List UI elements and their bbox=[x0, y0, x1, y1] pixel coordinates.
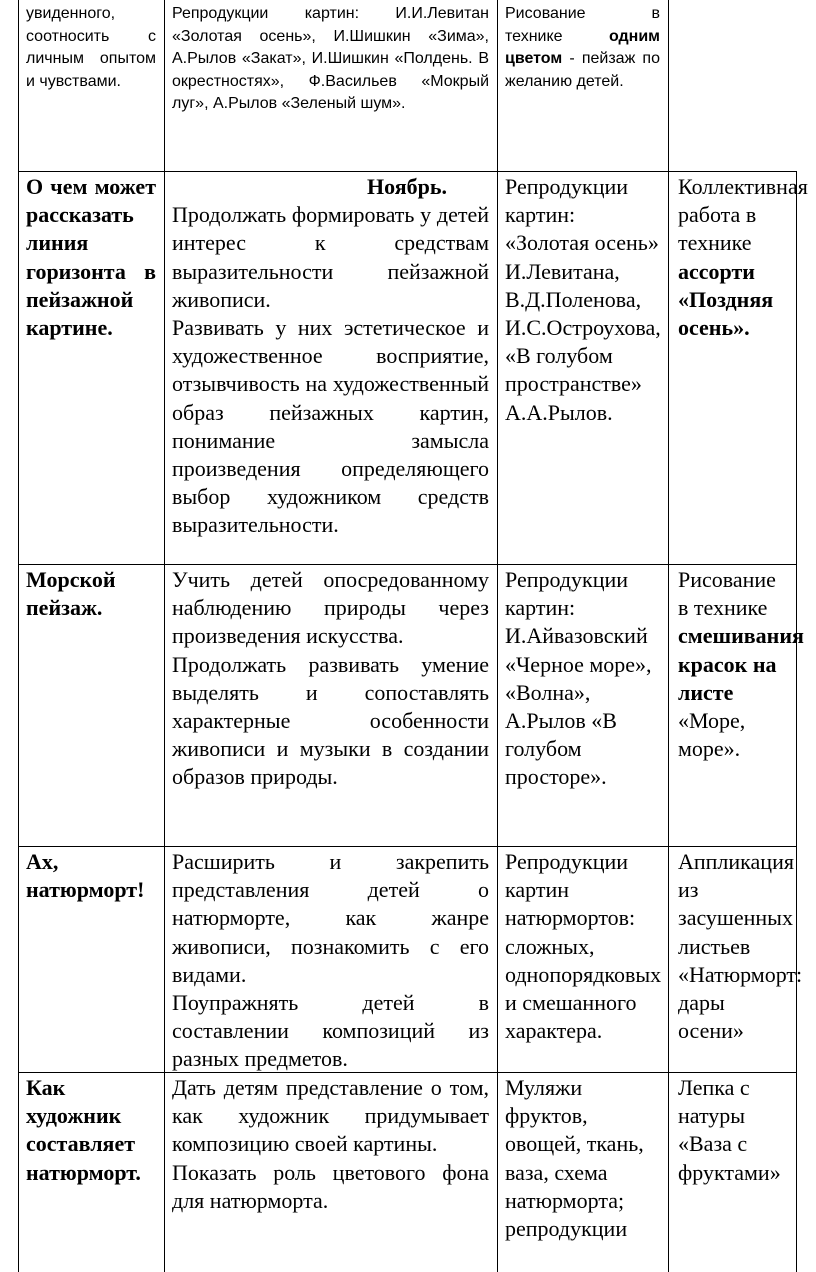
month-heading: Ноябрь. bbox=[367, 174, 447, 199]
table-row-4-activity: Лепка с натуры «Ваза с фруктами» bbox=[678, 1075, 781, 1185]
grid-line bbox=[497, 0, 498, 1272]
table-row-3-topic: Ах, натюрморт! bbox=[26, 849, 145, 903]
grid-line bbox=[668, 0, 669, 1272]
table-row-2-materials: Репродукции картин: И.Айвазовский «Черное море», «Волна», А.Рылов «В голубом просторе». bbox=[505, 567, 652, 790]
table-row-1-goals bbox=[172, 173, 489, 540]
table-row-1-topic: О чем может рассказать линия горизонта в пейзажной картине. bbox=[26, 174, 156, 341]
grid-line bbox=[18, 846, 797, 847]
table-row-4-goals bbox=[172, 1074, 489, 1215]
goal-paragraph: Продолжать развивать умение выделять и сопоставлять характерные особенности живописи и музыки в создании образов природы. bbox=[172, 651, 489, 790]
table-row-1-materials: Репродукции картин: «Золотая осень» И.Левитана, В.Д.Поленова, И.С.Остроухова, «В голубом пространстве» А.А.Рылов. bbox=[505, 174, 661, 425]
grid-line bbox=[18, 564, 797, 565]
goal-paragraph: Дать детям представление о том, как художник придумывает композицию своей картины. bbox=[172, 1075, 489, 1157]
grid-line bbox=[164, 0, 165, 1272]
table-row-4-materials: Муляжи фруктов, овощей, ткань, ваза, схема натюрморта; репродукции bbox=[505, 1075, 644, 1242]
grid-line bbox=[18, 0, 19, 1272]
top-row-col2: Репродукции картин: И.И.Левитан «Золотая осень», И.Шишкин «Зима», А.Рылов «Закат», И.Шишкин «Полдень. В окрестностях», Ф.Васильев «Мокрый луг», А.Рылов «Зеленый шум». bbox=[172, 5, 489, 112]
goal-paragraph: Показать роль цветового фона для натюрморта. bbox=[172, 1159, 489, 1213]
goal-paragraph: Развивать у них эстетическое и художественное восприятие, отзывчивость на художественный образ пейзажных картин, понимание замысла произведения определяющего выбор художником средств выразительности. bbox=[172, 315, 489, 538]
goal-paragraph: Продолжать формировать у детей интерес к средствам выразительности пейзажной живописи. bbox=[172, 202, 489, 312]
table-row-3-materials: Репродукции картин натюрмортов: сложных, однопорядковых и смешанного характера. bbox=[505, 849, 662, 1044]
table-row-4-topic: Как художник составляет натюрморт. bbox=[26, 1075, 141, 1185]
goal-paragraph: Поупражнять детей в составлении композиций из разных предметов. bbox=[172, 990, 489, 1072]
top-row-col1: увиденного, соотносить с личным опытом и чувствами. bbox=[26, 5, 156, 90]
table-row-2-topic: Морской пейзаж. bbox=[26, 567, 116, 621]
table-row-1-activity: Коллективная работа в технике ассорти «Поздняя осень». bbox=[678, 174, 808, 341]
grid-line bbox=[18, 171, 797, 172]
goal-paragraph: Расширить и закрепить представления детей о натюрморте, как жанре живописи, познакомить с его видами. bbox=[172, 849, 489, 987]
grid-line bbox=[796, 171, 797, 1272]
table-row-2-activity: Рисование в технике смешивания красок на листе «Море, море». bbox=[678, 567, 804, 762]
table-row-3-goals bbox=[172, 848, 489, 1074]
table-row-2-goals bbox=[172, 566, 489, 792]
table-row-3-activity: Аппликация из засушенных листьев «Натюрморт: дары осени» bbox=[678, 849, 803, 1044]
top-row-col3: Рисование в технике одним цветом - пейзаж по желанию детей. bbox=[505, 5, 660, 90]
goal-paragraph: Учить детей опосредованному наблюдению природы через произведения искусства. bbox=[172, 567, 489, 649]
